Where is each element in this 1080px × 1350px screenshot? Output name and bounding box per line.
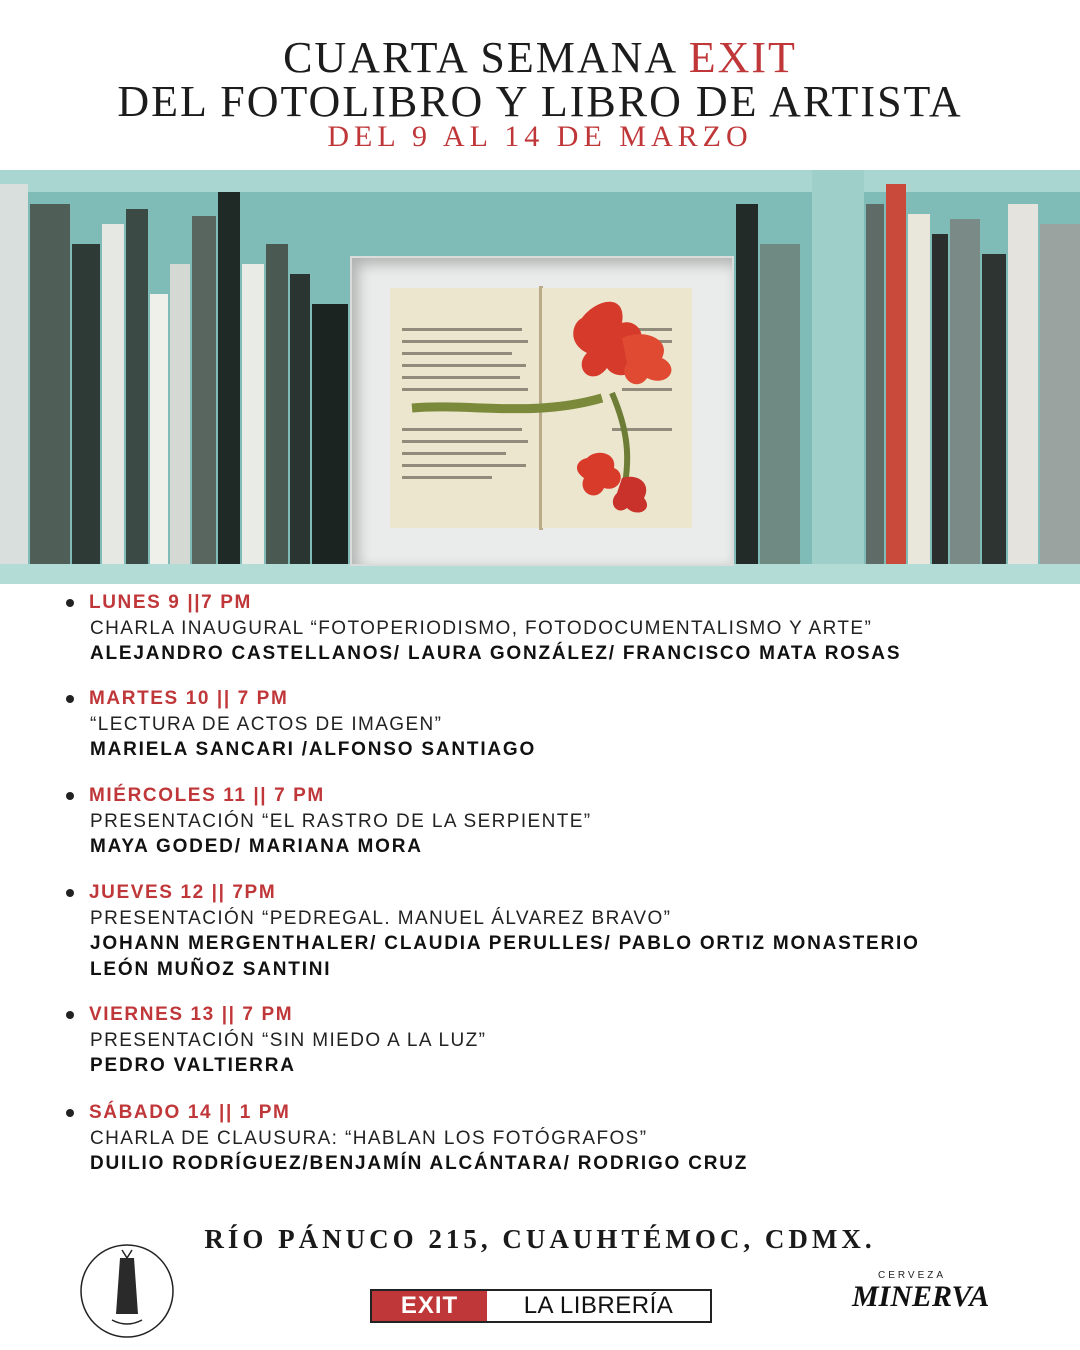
event-head: JUEVES 12 || 7PM — [64, 880, 1024, 906]
book — [312, 304, 348, 564]
event-people: MARIELA SANCARI /ALFONSO SANTIAGO — [90, 739, 537, 760]
event-people: MAYA GODED/ MARIANA MORA — [90, 836, 423, 857]
mezcaleria-logo — [72, 1236, 182, 1346]
book — [126, 209, 148, 564]
event-desc: “LECTURA DE ACTOS DE IMAGEN” — [90, 714, 443, 735]
bullet-icon — [66, 792, 74, 800]
book — [1040, 224, 1080, 564]
book — [1008, 204, 1038, 564]
venue-address: RÍO PÁNUCO 215, CUAUHTÉMOC, CDMX. — [204, 1224, 876, 1254]
book — [150, 294, 168, 564]
event-item-lunes — [64, 590, 1024, 667]
event-item-viernes — [64, 1002, 1024, 1079]
event-item-martes — [64, 686, 1024, 763]
event-item-miercoles — [64, 783, 1024, 860]
minerva-logo — [852, 1270, 990, 1330]
bullet-icon — [66, 1109, 74, 1117]
book — [30, 204, 70, 564]
event-people: DUILIO RODRÍGUEZ/BENJAMÍN ALCÁNTARA/ RODRIGO CRUZ — [90, 1153, 749, 1174]
event-people: LEÓN MUÑOZ SANTINI — [90, 959, 332, 980]
bullet-icon — [66, 599, 74, 607]
book — [736, 204, 758, 564]
title-line-2: DEL FOTOLIBRO Y LIBRO DE ARTISTA — [117, 77, 963, 126]
event-desc: CHARLA DE CLAUSURA: “HABLAN LOS FOTÓGRAFOS” — [90, 1128, 648, 1149]
shelf-bottom — [0, 564, 1080, 584]
display-case — [352, 258, 732, 564]
event-desc: PRESENTACIÓN “SIN MIEDO A LA LUZ” — [90, 1030, 487, 1051]
event-item-sabado — [64, 1100, 1024, 1177]
event-people: PEDRO VALTIERRA — [90, 1055, 296, 1076]
book — [982, 254, 1006, 564]
bullet-icon — [66, 695, 74, 703]
book — [760, 244, 800, 564]
book — [950, 219, 980, 564]
event-head: LUNES 9 ||7 PM — [64, 590, 1024, 616]
book — [242, 264, 264, 564]
book — [866, 204, 884, 564]
event-head: MIÉRCOLES 11 || 7 PM — [64, 783, 1024, 809]
event-desc: PRESENTACIÓN “PEDREGAL. MANUEL ÁLVAREZ BRAVO” — [90, 908, 672, 929]
event-item-jueves — [64, 880, 1024, 983]
minerva-big-text: MINERVA — [852, 1280, 990, 1313]
event-people: ALEJANDRO CASTELLANOS/ LAURA GONZÁLEZ/ FRANCISCO MATA ROSAS — [90, 643, 902, 664]
flower-illustration — [382, 278, 702, 538]
book — [266, 244, 288, 564]
event-desc: CHARLA INAUGURAL “FOTOPERIODISMO, FOTODOCUMENTALISMO Y ARTE” — [90, 618, 873, 639]
event-people: JOHANN MERGENTHALER/ CLAUDIA PERULLES/ PABLO ORTIZ MONASTERIO — [90, 933, 920, 954]
book — [932, 234, 948, 564]
bookshelf-photo — [0, 170, 1080, 584]
exit-logo-mark: EXIT — [372, 1291, 487, 1321]
book — [72, 244, 100, 564]
book — [290, 274, 310, 564]
shelf-divider — [812, 170, 864, 584]
book — [192, 216, 216, 564]
book — [886, 184, 906, 564]
event-head: VIERNES 13 || 7 PM — [64, 1002, 1024, 1028]
book — [0, 184, 28, 564]
title-prefix: CUARTA SEMANA — [283, 33, 676, 82]
shelf-top — [0, 170, 1080, 192]
bullet-icon — [66, 1011, 74, 1019]
title-accent: EXIT — [688, 33, 797, 82]
exit-logo-text: LA LIBRERÍA — [523, 1292, 674, 1319]
date-range: DEL 9 AL 14 DE MARZO — [327, 120, 753, 153]
event-head: SÁBADO 14 || 1 PM — [64, 1100, 1024, 1126]
book — [218, 192, 240, 564]
book — [170, 264, 190, 564]
event-head: MARTES 10 || 7 PM — [64, 686, 1024, 712]
event-desc: PRESENTACIÓN “EL RASTRO DE LA SERPIENTE” — [90, 811, 592, 832]
book — [102, 224, 124, 564]
exit-la-libreria-logo — [370, 1289, 712, 1323]
bullet-icon — [66, 889, 74, 897]
book — [908, 214, 930, 564]
minerva-small-text: CERVEZA — [877, 1270, 947, 1281]
